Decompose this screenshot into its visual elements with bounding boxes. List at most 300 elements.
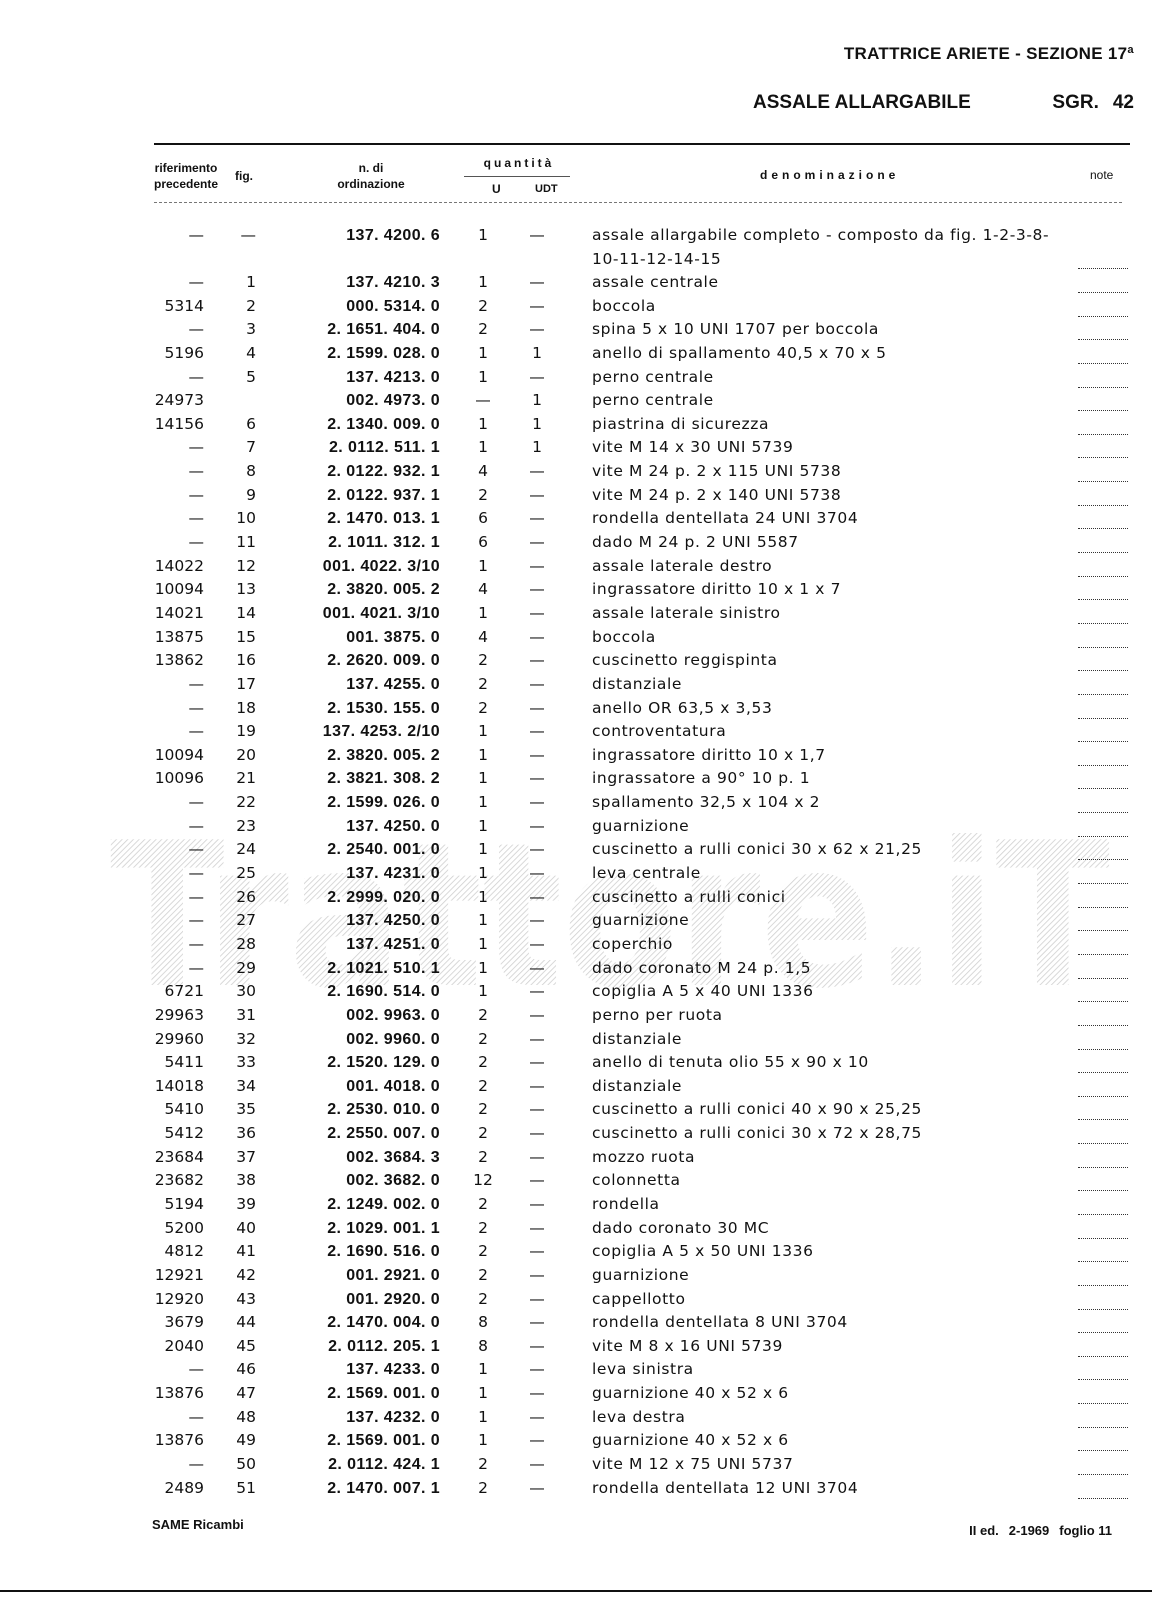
cell-fig: 47	[236, 1384, 256, 1403]
cell-riferimento: 14018	[154, 1076, 204, 1095]
cell-u: 1	[478, 982, 488, 1001]
cell-fig: 35	[236, 1100, 256, 1119]
cell-u: 2	[478, 1147, 488, 1166]
table-row	[0, 1075, 1162, 1099]
cell-ordinazione: 137. 4250. 0	[346, 817, 440, 835]
cell-riferimento: 5194	[164, 1194, 204, 1213]
table-row	[0, 578, 1162, 602]
cell-udt: —	[529, 485, 545, 504]
table-row	[0, 1217, 1162, 1241]
cell-denominazione: vite M 12 x 75 UNI 5737	[592, 1455, 794, 1474]
cell-fig: 2	[246, 296, 256, 315]
cell-note	[1078, 286, 1128, 293]
cell-note	[1078, 1090, 1128, 1097]
cell-ordinazione: 002. 3684. 3	[346, 1148, 440, 1166]
subgroup-number	[1052, 92, 1134, 114]
cell-note	[1078, 853, 1128, 860]
cell-note	[1078, 1421, 1128, 1428]
cell-riferimento: 23682	[154, 1171, 204, 1190]
table-row	[0, 1004, 1162, 1028]
cell-denominazione: colonnetta	[592, 1171, 681, 1190]
table-row	[0, 1382, 1162, 1406]
cell-fig: 49	[236, 1431, 256, 1450]
cell-udt: —	[529, 580, 545, 599]
cell-fig: 46	[236, 1360, 256, 1379]
cell-note	[1078, 1184, 1128, 1191]
cell-fig: 22	[236, 793, 256, 812]
cell-ordinazione: 2. 1470. 013. 1	[327, 510, 440, 528]
table-row	[0, 744, 1162, 768]
cell-ordinazione: 2. 1599. 026. 0	[327, 794, 440, 812]
cell-riferimento: —	[188, 911, 204, 930]
table-row	[0, 1146, 1162, 1170]
cell-riferimento: —	[188, 958, 204, 977]
cell-u: 2	[478, 1218, 488, 1237]
cell-note	[1078, 404, 1128, 411]
cell-note	[1078, 830, 1128, 837]
footer-brand: SAME Ricambi	[152, 1517, 244, 1532]
table-row	[0, 460, 1162, 484]
cell-note	[1078, 759, 1128, 766]
series-title: TRATTRICE ARIETE - SEZIONE 17ª	[843, 44, 1134, 63]
cell-denominazione: dado coronato M 24 p. 1,5	[592, 958, 812, 977]
cell-u: 1	[478, 793, 488, 812]
cell-riferimento: 29960	[154, 1029, 204, 1048]
cell-riferimento: 5411	[164, 1053, 204, 1072]
cell-udt: —	[529, 1124, 545, 1143]
quantita-rule	[464, 176, 570, 177]
cell-udt: —	[529, 1076, 545, 1095]
cell-denominazione: perno centrale	[592, 367, 714, 386]
cell-note	[1078, 1232, 1128, 1239]
cell-u: 1	[478, 745, 488, 764]
cell-fig: 42	[236, 1265, 256, 1284]
cell-udt: 1	[532, 438, 542, 457]
cell-ordinazione: 2. 2550. 007. 0	[327, 1125, 440, 1143]
cell-ordinazione: 2. 1011. 312. 1	[328, 534, 440, 552]
cell-riferimento: 2040	[164, 1336, 204, 1355]
cell-ordinazione: 2. 1520. 129. 0	[327, 1054, 440, 1072]
cell-riferimento: 14156	[154, 414, 204, 433]
cell-denominazione: guarnizione	[592, 1265, 690, 1284]
cell-u: 2	[478, 320, 488, 339]
cell-fig: 38	[236, 1171, 256, 1190]
table-row	[0, 886, 1162, 910]
cell-u: 2	[478, 698, 488, 717]
cell-fig: 14	[236, 603, 256, 622]
cell-u: 1	[478, 1360, 488, 1379]
cell-udt: —	[529, 651, 545, 670]
cell-fig: 9	[246, 485, 256, 504]
header-rule	[154, 143, 1130, 145]
cell-udt: —	[529, 533, 545, 552]
table-row	[0, 791, 1162, 815]
cell-ordinazione: 2. 1651. 404. 0	[327, 321, 440, 339]
cell-riferimento: —	[188, 533, 204, 552]
cell-denominazione: assale allargabile completo - composto da fig. 1-2-3-8-10-11-12-14-15	[592, 226, 1050, 268]
cell-ordinazione: 002. 3682. 0	[346, 1172, 440, 1190]
col-ordinazione-line2: ordinazione	[337, 177, 405, 191]
cell-fig: 36	[236, 1124, 256, 1143]
cell-riferimento: 5410	[164, 1100, 204, 1119]
cell-riferimento: 13862	[154, 651, 204, 670]
cell-riferimento: 12920	[154, 1289, 204, 1308]
col-u: U	[492, 182, 501, 196]
parts-table	[0, 224, 1162, 1500]
cell-u: 1	[478, 1384, 488, 1403]
cell-udt: 1	[532, 343, 542, 362]
cell-note	[1078, 1397, 1128, 1404]
cell-denominazione: anello di spallamento 40,5 x 70 x 5	[592, 343, 887, 362]
sgr-label: SGR.	[1052, 92, 1099, 113]
cell-riferimento: 14022	[154, 556, 204, 575]
cell-denominazione: copiglia A 5 x 40 UNI 1336	[592, 982, 814, 1001]
cell-riferimento: 10096	[154, 769, 204, 788]
cell-note	[1078, 688, 1128, 695]
cell-fig: 10	[236, 509, 256, 528]
cell-note	[1078, 664, 1128, 671]
cell-fig: 50	[236, 1455, 256, 1474]
cell-udt: —	[529, 1313, 545, 1332]
cell-u: 8	[478, 1313, 488, 1332]
cell-denominazione: dado M 24 p. 2 UNI 5587	[592, 533, 799, 552]
table-row	[0, 720, 1162, 744]
cell-fig: 15	[236, 627, 256, 646]
cell-denominazione: controventatura	[592, 722, 727, 741]
table-row	[0, 271, 1162, 295]
cell-ordinazione: 002. 4973. 0	[346, 392, 440, 410]
cell-ordinazione: 001. 2920. 0	[346, 1290, 440, 1308]
cell-note	[1078, 1066, 1128, 1073]
cell-riferimento: —	[188, 840, 204, 859]
table-row	[0, 1193, 1162, 1217]
cell-denominazione: coperchio	[592, 934, 673, 953]
table-row	[0, 555, 1162, 579]
cell-note	[1078, 972, 1128, 979]
cell-denominazione: cuscinetto reggispinta	[592, 651, 778, 670]
cell-ordinazione: 001. 4021. 3/10	[322, 604, 440, 622]
cell-note	[1078, 1043, 1128, 1050]
cell-fig: 28	[236, 934, 256, 953]
cell-note	[1078, 499, 1128, 506]
cell-denominazione: leva destra	[592, 1407, 686, 1426]
cell-note	[1078, 593, 1128, 600]
cell-note	[1078, 806, 1128, 813]
cell-u: 1	[478, 603, 488, 622]
cell-denominazione: assale laterale sinistro	[592, 603, 781, 622]
cell-ordinazione: 137. 4232. 0	[346, 1408, 440, 1426]
cell-riferimento: 24973	[154, 391, 204, 410]
cell-udt: —	[529, 1147, 545, 1166]
cell-udt: —	[529, 320, 545, 339]
cell-ordinazione: 2. 0122. 932. 1	[327, 463, 440, 481]
cell-ordinazione: 2. 3821. 308. 2	[327, 770, 440, 788]
cell-denominazione: rondella dentellata 12 UNI 3704	[592, 1478, 859, 1497]
cell-denominazione: leva sinistra	[592, 1360, 694, 1379]
cell-fig: 44	[236, 1313, 256, 1332]
cell-riferimento: —	[188, 1455, 204, 1474]
cell-riferimento: —	[188, 934, 204, 953]
table-row	[0, 1358, 1162, 1382]
cell-note	[1078, 262, 1128, 269]
cell-u: 6	[478, 533, 488, 552]
cell-riferimento: —	[188, 462, 204, 481]
cell-note	[1078, 475, 1128, 482]
cell-udt: —	[529, 1005, 545, 1024]
cell-riferimento: 4812	[164, 1242, 204, 1261]
cell-u: 1	[478, 1407, 488, 1426]
cell-u: 4	[478, 462, 488, 481]
cell-riferimento: —	[188, 485, 204, 504]
cell-ordinazione: 137. 4250. 0	[346, 912, 440, 930]
cell-riferimento: 10094	[154, 745, 204, 764]
table-row	[0, 295, 1162, 319]
col-fig: fig.	[235, 169, 253, 183]
cell-denominazione: rondella dentellata 8 UNI 3704	[592, 1313, 848, 1332]
cell-udt: —	[529, 840, 545, 859]
cell-udt: —	[529, 509, 545, 528]
cell-u: 1	[478, 438, 488, 457]
table-row	[0, 413, 1162, 437]
footer-edition	[969, 1523, 1112, 1538]
cell-udt: —	[529, 745, 545, 764]
cell-denominazione: mozzo ruota	[592, 1147, 696, 1166]
cell-udt: —	[529, 1242, 545, 1261]
cell-ordinazione: 001. 3875. 0	[346, 628, 440, 646]
cell-note	[1078, 1161, 1128, 1168]
cell-udt: —	[529, 674, 545, 693]
cell-ordinazione: 2. 0112. 424. 1	[328, 1456, 440, 1474]
table-row	[0, 1028, 1162, 1052]
cell-denominazione: assale centrale	[592, 273, 719, 291]
table-row	[0, 1098, 1162, 1122]
table-row	[0, 649, 1162, 673]
cell-riferimento: —	[188, 438, 204, 457]
cell-fig: 51	[236, 1478, 256, 1497]
cell-riferimento: 14021	[154, 603, 204, 622]
cell-u: 2	[478, 1289, 488, 1308]
cell-u: 1	[478, 367, 488, 386]
table-row	[0, 1169, 1162, 1193]
cell-udt: —	[529, 698, 545, 717]
cell-riferimento: —	[188, 698, 204, 717]
cell-denominazione: cuscinetto a rulli conici 30 x 72 x 28,75	[592, 1124, 923, 1143]
cell-denominazione: dado coronato 30 MC	[592, 1218, 770, 1237]
cell-fig: 30	[236, 982, 256, 1001]
cell-riferimento: 5196	[164, 343, 204, 362]
cell-fig: 13	[236, 580, 256, 599]
cell-u: 2	[478, 1478, 488, 1497]
cell-u: 1	[478, 343, 488, 362]
cell-note	[1078, 310, 1128, 317]
cell-ordinazione: 137. 4200. 6	[346, 227, 440, 244]
cell-fig: 17	[236, 674, 256, 693]
cell-udt: —	[529, 1431, 545, 1450]
cell-note	[1078, 877, 1128, 884]
cell-note	[1078, 1137, 1128, 1144]
cell-denominazione: piastrina di sicurezza	[592, 414, 770, 433]
cell-denominazione: copiglia A 5 x 50 UNI 1336	[592, 1242, 814, 1261]
cell-note	[1078, 333, 1128, 340]
cell-riferimento: 29963	[154, 1005, 204, 1024]
cell-u: 1	[478, 722, 488, 741]
cell-fig: 20	[236, 745, 256, 764]
cell-note	[1078, 1326, 1128, 1333]
cell-fig: 1	[246, 273, 256, 291]
table-row	[0, 1288, 1162, 1312]
cell-u: 1	[478, 226, 488, 244]
cell-ordinazione: 2. 2999. 020. 0	[327, 888, 440, 906]
table-row	[0, 1264, 1162, 1288]
cell-ordinazione: 2. 3820. 005. 2	[327, 581, 440, 599]
table-row	[0, 1429, 1162, 1453]
cell-denominazione: anello di tenuta olio 55 x 90 x 10	[592, 1053, 869, 1072]
cell-note	[1078, 1468, 1128, 1475]
cell-fig: 26	[236, 887, 256, 906]
table-row	[0, 484, 1162, 508]
table-row	[0, 933, 1162, 957]
cell-fig: 7	[246, 438, 256, 457]
cell-note	[1078, 381, 1128, 388]
cell-ordinazione: 2. 0112. 205. 1	[328, 1337, 440, 1355]
cell-fig: 33	[236, 1053, 256, 1072]
cell-denominazione: boccola	[592, 627, 656, 646]
cell-fig: 8	[246, 462, 256, 481]
cell-note	[1078, 1208, 1128, 1215]
cell-note	[1078, 1255, 1128, 1262]
cell-note	[1078, 782, 1128, 789]
cell-fig: 6	[246, 414, 256, 433]
cell-ordinazione: 2. 2620. 009. 0	[327, 652, 440, 670]
cell-ordinazione: 137. 4255. 0	[346, 675, 440, 693]
cell-denominazione: ingrassatore diritto 10 x 1 x 7	[592, 580, 842, 599]
cell-fig: 16	[236, 651, 256, 670]
cell-u: 1	[478, 887, 488, 906]
cell-udt: —	[529, 1360, 545, 1379]
cell-udt: —	[529, 1053, 545, 1072]
table-row	[0, 815, 1162, 839]
table-row	[0, 626, 1162, 650]
cell-denominazione: vite M 24 p. 2 x 115 UNI 5738	[592, 462, 842, 481]
cell-denominazione: distanziale	[592, 674, 683, 693]
cell-denominazione: distanziale	[592, 1029, 683, 1048]
cell-udt: —	[529, 816, 545, 835]
cell-u: 8	[478, 1336, 488, 1355]
cell-ordinazione: 137. 4210. 3	[346, 274, 440, 291]
column-header-rule	[154, 202, 1122, 203]
cell-u: 1	[478, 414, 488, 433]
table-row	[0, 767, 1162, 791]
cell-ordinazione: 2. 3820. 005. 2	[327, 746, 440, 764]
cell-riferimento: —	[188, 887, 204, 906]
cell-u: 2	[478, 1053, 488, 1072]
cell-riferimento: 12921	[154, 1265, 204, 1284]
cell-fig: 34	[236, 1076, 256, 1095]
cell-ordinazione: 2. 2530. 010. 0	[327, 1101, 440, 1119]
cell-denominazione: spina 5 x 10 UNI 1707 per boccola	[592, 320, 879, 339]
table-row	[0, 697, 1162, 721]
cell-u: 2	[478, 1242, 488, 1261]
cell-riferimento: —	[188, 864, 204, 883]
cell-note	[1078, 641, 1128, 648]
cell-denominazione: vite M 8 x 16 UNI 5739	[592, 1336, 783, 1355]
cell-riferimento: —	[188, 226, 204, 244]
cell-ordinazione: 2. 1690. 516. 0	[327, 1243, 440, 1261]
cell-udt: —	[529, 273, 545, 291]
col-ordinazione	[306, 160, 436, 192]
cell-riferimento: —	[188, 722, 204, 741]
cell-ordinazione: 2. 1470. 004. 0	[327, 1314, 440, 1332]
cell-udt: —	[529, 1265, 545, 1284]
cell-u: 2	[478, 1265, 488, 1284]
cell-ordinazione: 001. 4022. 3/10	[322, 557, 440, 575]
cell-riferimento: 13875	[154, 627, 204, 646]
cell-note	[1078, 1350, 1128, 1357]
cell-udt: —	[529, 887, 545, 906]
table-row	[0, 507, 1162, 531]
cell-udt: —	[529, 1336, 545, 1355]
cell-u: 2	[478, 1005, 488, 1024]
col-denominazione: denominazione	[760, 168, 900, 182]
cell-denominazione: ingrassatore diritto 10 x 1,7	[592, 745, 826, 764]
table-row	[0, 436, 1162, 460]
cell-note	[1078, 1373, 1128, 1380]
cell-riferimento: 23684	[154, 1147, 204, 1166]
cell-riferimento: 3679	[164, 1313, 204, 1332]
cell-fig: 23	[236, 816, 256, 835]
cell-note	[1078, 712, 1128, 719]
table-row	[0, 957, 1162, 981]
cell-denominazione: leva centrale	[592, 864, 701, 883]
cell-udt: —	[529, 1218, 545, 1237]
cell-u: 4	[478, 580, 488, 599]
cell-riferimento: —	[188, 320, 204, 339]
table-row	[0, 389, 1162, 413]
section-title: ASSALE ALLARGABILE	[753, 92, 971, 113]
cell-fig: 32	[236, 1029, 256, 1048]
cell-u: 1	[478, 1431, 488, 1450]
table-row	[0, 980, 1162, 1004]
cell-note	[1078, 1444, 1128, 1451]
cell-denominazione: boccola	[592, 296, 656, 315]
sgr-value: 42	[1112, 92, 1134, 113]
cell-denominazione: guarnizione	[592, 911, 690, 930]
table-row	[0, 1240, 1162, 1264]
cell-ordinazione: 2. 1470. 007. 1	[327, 1479, 440, 1497]
cell-u: 1	[478, 769, 488, 788]
table-row	[0, 862, 1162, 886]
cell-denominazione: cuscinetto a rulli conici 30 x 62 x 21,25	[592, 840, 923, 859]
cell-udt: —	[529, 603, 545, 622]
cell-udt: —	[529, 934, 545, 953]
cell-denominazione: perno per ruota	[592, 1005, 723, 1024]
cell-u: —	[475, 391, 491, 410]
cell-fig: 29	[236, 958, 256, 977]
table-row	[0, 1406, 1162, 1430]
cell-note	[1078, 1279, 1128, 1286]
table-row	[0, 1122, 1162, 1146]
cell-u: 2	[478, 651, 488, 670]
cell-u: 1	[478, 556, 488, 575]
table-row	[0, 673, 1162, 697]
cell-u: 6	[478, 509, 488, 528]
cell-ordinazione: 2. 1029. 001. 1	[327, 1219, 440, 1237]
cell-u: 4	[478, 627, 488, 646]
cell-note	[1078, 546, 1128, 553]
table-row	[0, 602, 1162, 626]
cell-fig: 37	[236, 1147, 256, 1166]
cell-u: 1	[478, 911, 488, 930]
